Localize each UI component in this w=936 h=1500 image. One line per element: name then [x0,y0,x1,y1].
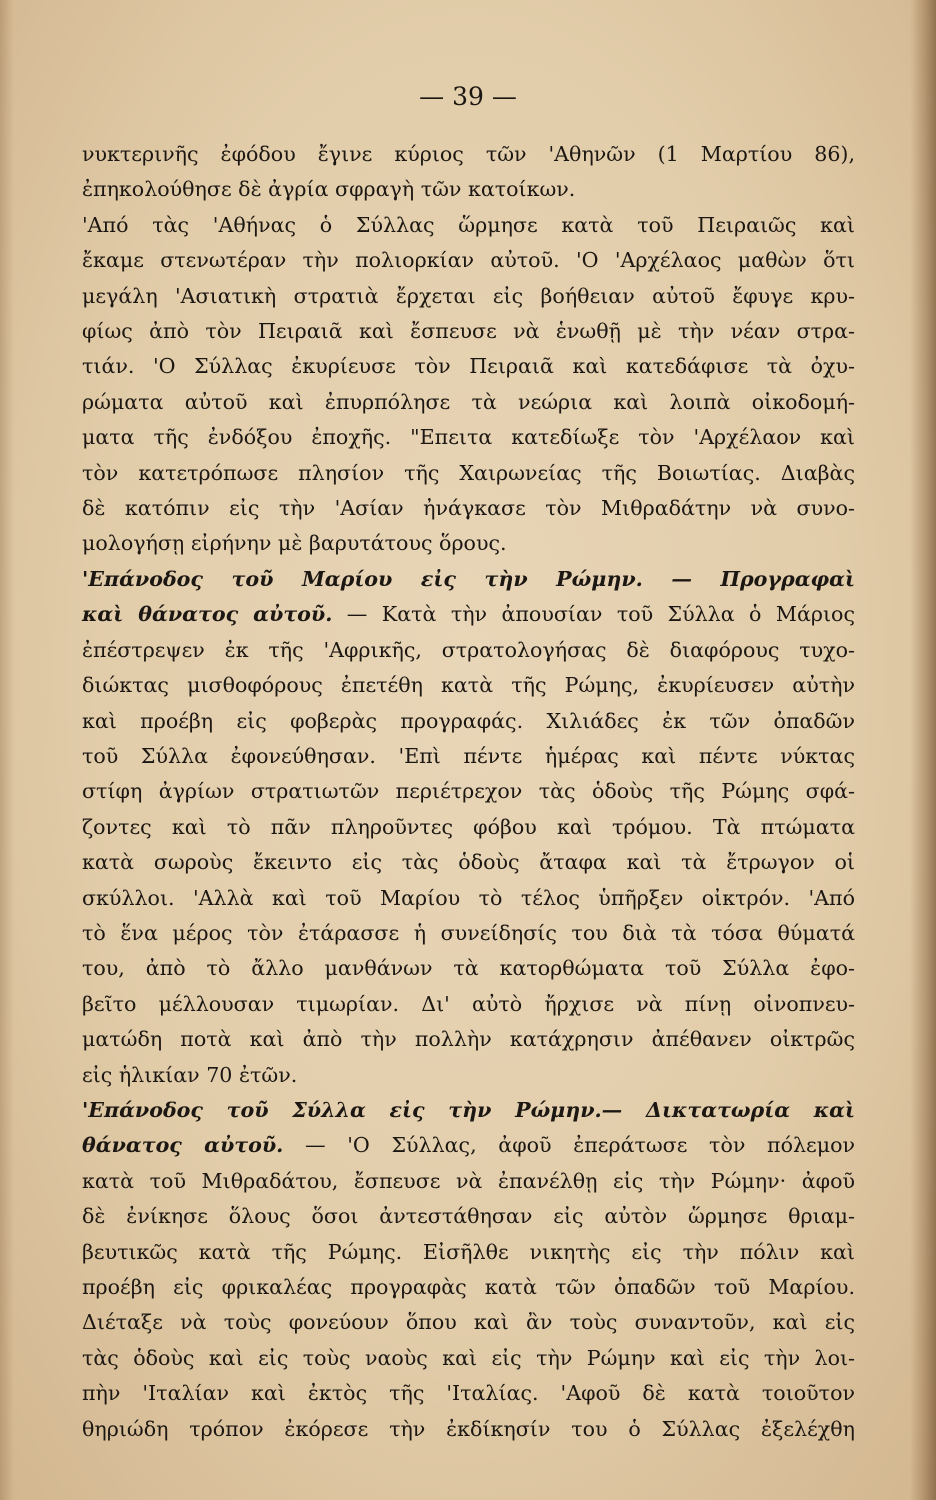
text-line [82,1341,855,1376]
text-line [82,774,855,809]
text-line [82,1058,855,1093]
page-number: — 39 — [419,82,517,111]
text-line [82,597,855,632]
text-line [82,810,855,845]
line-text: πὴν 'Ιταλίαν καὶ ἐκτὸς τῆς 'Ιταλίας. 'Αφοῦ δὲ κατὰ τοιοῦτον [82,1381,855,1406]
text-line [82,668,855,703]
line-text: 'Από τὰς 'Αθήνας ὁ Σύλλας ὥρμησε κατὰ τοῦ Πειραιῶς καὶ [82,212,855,237]
page-edge-shadow-right [910,0,936,1500]
text-line [82,1199,855,1234]
text-line [82,279,855,314]
text-line [82,172,855,207]
line-text: διώκτας μισθοφόρους ἐπετέθη κατὰ τῆς Ρώμης, ἐκυρίευσεν αὐτὴν [82,673,855,698]
line-text: ματώδη ποτὰ καὶ ἀπὸ τὴν πολλὴν κατάχρησιν ἀπέθανεν οἰκτρῶς [82,1027,855,1052]
section-heading: καὶ θάνατος αὐτοῦ. [82,602,333,627]
line-text: του, ἀπὸ τὸ ἄλλο μανθάνων τὰ κατορθώματα τοῦ Σύλλα ἐφο- [82,956,855,981]
line-text: τοῦ Σύλλα ἐφονεύθησαν. 'Επὶ πέντε ἡμέρας καὶ πέντε νύκτας [82,743,855,768]
line-text: — 'Ο Σύλλας, ἀφοῦ ἐπεράτωσε τὸν πόλεμον [305,1133,855,1158]
text-line [82,456,855,491]
section-heading: 'Επάνοδος τοῦ Σύλλα εἰς τὴν Ρώμην.— Δικτατωρία καὶ [82,1097,855,1122]
line-text: στίφη ἀγρίων στρατιωτῶν περιέτρεχον τὰς ὁδοὺς τῆς Ρώμης σφά- [82,779,855,804]
text-line [82,208,855,243]
text-line [82,243,855,278]
text-line [82,704,855,739]
line-text: μεγάλη 'Ασιατικὴ στρατιὰ ἔρχεται εἰς βοήθειαν αὐτοῦ ἔφυγε κρυ- [82,283,855,308]
text-line [82,1376,855,1411]
text-line [82,987,855,1022]
text-line [82,951,855,986]
text-line [82,349,855,384]
line-text: κατὰ τοῦ Μιθραδάτου, ἔσπευσε νὰ ἐπανέλθῃ εἰς τὴν Ρώμην· ἀφοῦ [82,1168,855,1193]
line-text: βεῖτο μέλλουσαν τιμωρίαν. Δι' αὐτὸ ἤρχισε νὰ πίνῃ οἰνοπνευ- [82,991,855,1016]
line-text: τὸ ἕνα μέρος τὸν ἐτάρασσε ἡ συνείδησίς του διὰ τὰ τόσα θύματά [82,920,855,945]
text-line [82,491,855,526]
line-text: τὸν κατετρόπωσε πλησίον τῆς Χαιρωνείας τῆς Βοιωτίας. Διαβὰς [82,460,855,485]
text-line [82,881,855,916]
line-text: βευτικῶς κατὰ τῆς Ρώμης. Εἰσῆλθε νικητὴς εἰς τὴν πόλιν καὶ [82,1239,855,1264]
line-text: ἔκαμε στενωτέραν τὴν πολιορκίαν αὐτοῦ. 'Ο 'Αρχέλαος μαθὼν ὅτι [82,248,855,273]
text-line [82,1093,855,1128]
text-line [82,1128,855,1163]
text-line [82,916,855,951]
line-text: ἐπέστρεψεν ἐκ τῆς 'Αφρικῆς, στρατολογήσας δὲ διαφόρους τυχο- [82,637,855,662]
text-line [82,845,855,880]
line-text: ματα τῆς ἐνδόξου ἐποχῆς. "Επειτα κατεδίωξε τὸν 'Αρχέλαον καὶ [82,425,855,450]
text-line [82,1270,855,1305]
text-line [82,137,855,172]
page-edge-shadow-left [0,0,14,1500]
text-line [82,1235,855,1270]
line-text: σκύλλοι. 'Αλλὰ καὶ τοῦ Μαρίου τὸ τέλος ὑπῆρξεν οἰκτρόν. 'Από [82,885,855,910]
line-text: προέβη εἰς φρικαλέας προγραφὰς κατὰ τῶν ὀπαδῶν τοῦ Μαρίου. [82,1275,855,1299]
line-text: καὶ προέβη εἰς φοβερὰς προγραφάς. Χιλιάδες ἐκ τῶν ὀπαδῶν [82,708,855,733]
body-text [82,137,855,1447]
line-text: δὲ κατόπιν εἰς τὴν 'Ασίαν ἠνάγκασε τὸν Μιθραδάτην νὰ συνο- [82,496,855,521]
text-line [82,1164,855,1199]
text-line [82,526,855,561]
line-text: φίως ἀπὸ τὸν Πειραιᾶ καὶ ἔσπευσε νὰ ἑνωθῇ μὲ τὴν νέαν στρα- [82,319,855,344]
text-line [82,1305,855,1340]
line-text: νυκτερινῆς ἐφόδου ἔγινε κύριος τῶν 'Αθηνῶν (1 Μαρτίου 86), [82,142,855,166]
line-text: — Κατὰ τὴν ἀπουσίαν τοῦ Σύλλα ὁ Μάριος [346,602,855,627]
section-heading: θάνατος αὐτοῦ. [82,1133,284,1158]
text-line [82,1022,855,1057]
text-line [82,314,855,349]
text-line [82,633,855,668]
line-text: μολογήσῃ εἰρήνην μὲ βαρυτάτους ὅρους. [82,531,507,556]
line-text: τὰς ὁδοὺς καὶ εἰς τοὺς ναοὺς καὶ εἰς τὴν Ρώμην καὶ εἰς τὴν λοι- [82,1345,855,1370]
line-text: τιάν. 'Ο Σύλλας ἐκυρίευσε τὸν Πειραιᾶ καὶ κατεδάφισε τὰ ὀχυ- [82,354,855,379]
text-line [82,1412,855,1447]
text-line [82,562,855,597]
text-line [82,420,855,455]
line-text: εἰς ἡλικίαν 70 ἐτῶν. [82,1062,298,1087]
line-text: Διέταξε νὰ τοὺς φονεύουν ὅπου καὶ ἂν τοὺς συναντοῦν, καὶ εἰς [82,1310,855,1335]
line-text: ζοντες καὶ τὸ πᾶν πληροῦντες φόβου καὶ τρόμου. Τὰ πτώματα [82,814,855,839]
section-heading: 'Επάνοδος τοῦ Μαρίου εἰς τὴν Ρώμην. — Προγραφαὶ [82,566,855,591]
text-line [82,385,855,420]
line-text: ἐπηκολούθησε δὲ ἀγρία σφραγὴ τῶν κατοίκων. [82,177,576,202]
line-text: θηριώδη τρόπον ἐκόρεσε τὴν ἐκδίκησίν του ὁ Σύλλας ἐξελέχθη [82,1416,855,1441]
line-text: κατὰ σωροὺς ἔκειντο εἰς τὰς ὁδοὺς ἄταφα καὶ τὰ ἔτρωγον οἱ [82,850,855,875]
line-text: δὲ ἐνίκησε ὅλους ὅσοι ἀντεστάθησαν εἰς αὐτὸν ὥρμησε θριαμ- [82,1204,855,1229]
text-line [82,739,855,774]
line-text: ρώματα αὐτοῦ καὶ ἐπυρπόλησε τὰ νεώρια καὶ λοιπὰ οἰκοδομή- [82,389,855,414]
